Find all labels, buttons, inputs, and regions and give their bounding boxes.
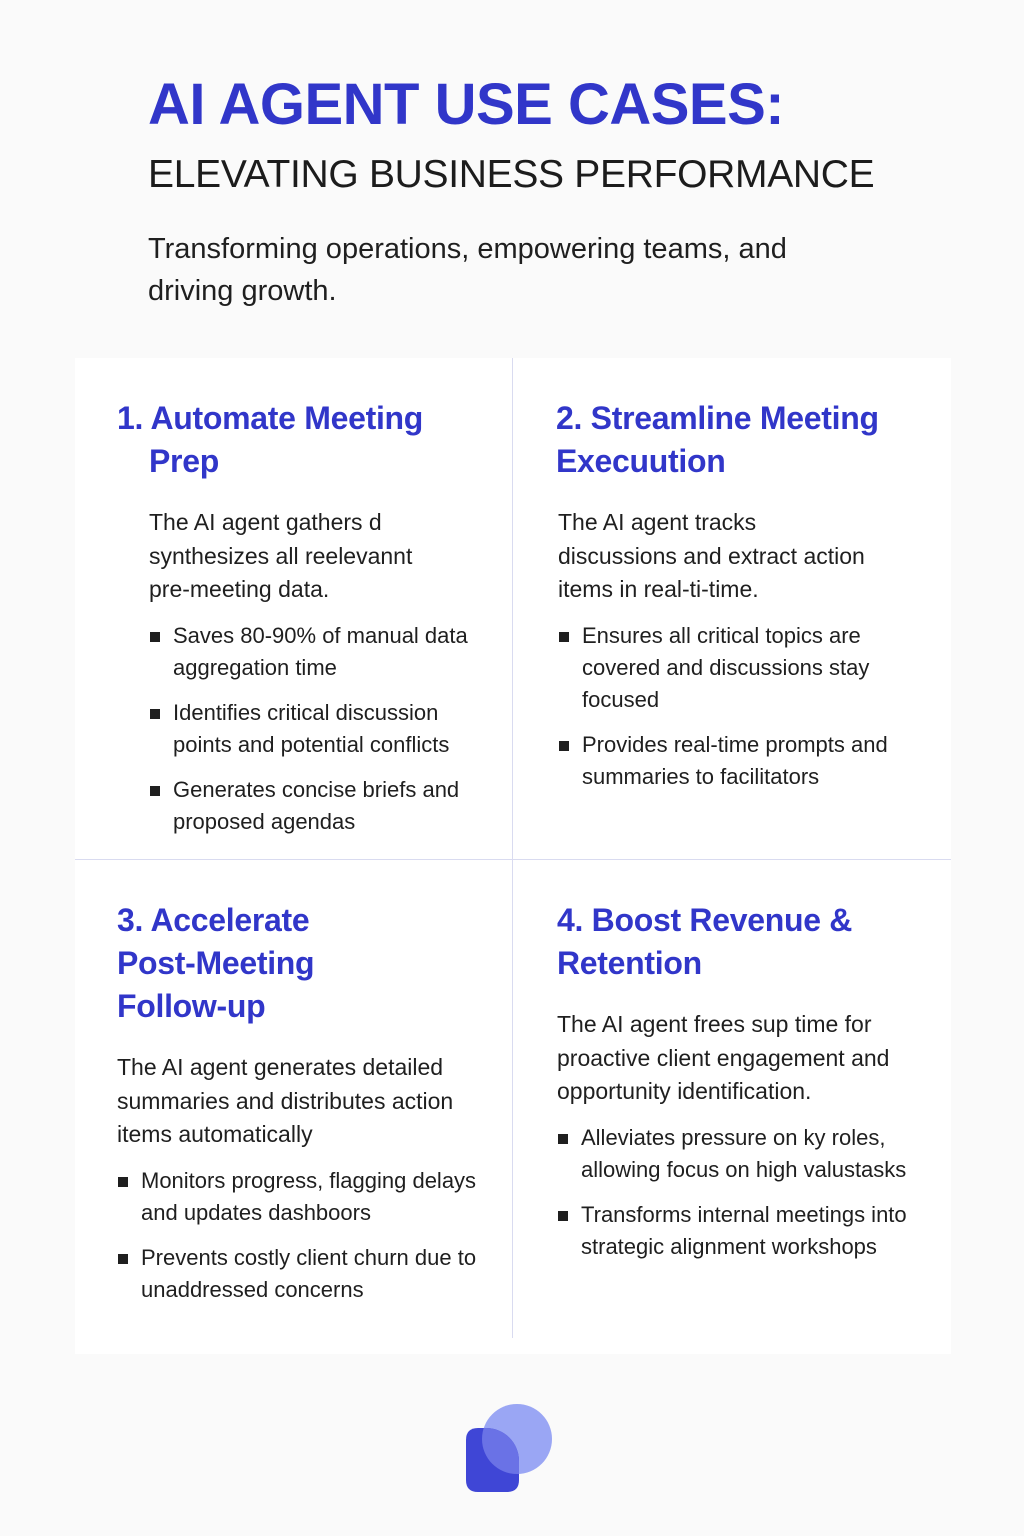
use-case-card-4 bbox=[557, 899, 937, 1263]
use-case-card-1 bbox=[117, 397, 497, 838]
use-case-grid bbox=[75, 358, 951, 1354]
horizontal-divider bbox=[75, 859, 951, 860]
card-bullet-list bbox=[557, 1122, 927, 1263]
square-bullet-icon bbox=[559, 632, 569, 642]
bullet-text: Generates concise briefs and proposed agendas bbox=[173, 776, 460, 834]
bullet-item bbox=[558, 729, 898, 793]
page-title: AI AGENT USE CASES: bbox=[148, 72, 785, 137]
square-bullet-icon bbox=[559, 741, 569, 751]
card-description: The AI agent generates detailed summaries and distributes action items automatically bbox=[117, 1054, 454, 1147]
card-bullet-list bbox=[149, 620, 499, 838]
card-description: The AI agent tracks discussions and extract action items in real-ti-time. bbox=[558, 509, 865, 602]
bullet-text: Ensures all critical topics are covered and discussions stay focused bbox=[582, 622, 870, 712]
bullet-text: Monitors progress, flagging delays and updates dashboors bbox=[141, 1167, 477, 1225]
bullet-item bbox=[557, 1122, 927, 1186]
card-title: 4. Boost Revenue & Retention bbox=[557, 902, 853, 981]
square-bullet-icon bbox=[150, 709, 160, 719]
square-bullet-icon bbox=[150, 786, 160, 796]
bullet-item bbox=[117, 1165, 477, 1229]
bullet-item bbox=[149, 697, 499, 761]
card-description: The AI agent frees sup time for proactive client engagement and opportunity identification. bbox=[557, 1011, 890, 1104]
vertical-divider bbox=[512, 358, 513, 1338]
card-title: 1. Automate Meeting Prep bbox=[117, 400, 424, 479]
square-bullet-icon bbox=[558, 1211, 568, 1221]
square-bullet-icon bbox=[558, 1134, 568, 1144]
overlapping-circles-logo-icon bbox=[462, 1402, 556, 1496]
card-title: 2. Streamline Meeting Execuution bbox=[556, 400, 879, 479]
bullet-text: Alleviates pressure on ky roles, allowing focus on high valustasks bbox=[581, 1124, 907, 1182]
square-bullet-icon bbox=[118, 1177, 128, 1187]
use-case-card-2 bbox=[556, 397, 936, 793]
bullet-item bbox=[149, 774, 499, 838]
bullet-text: Prevents costly client churn due to unaddressed concerns bbox=[141, 1244, 477, 1302]
square-bullet-icon bbox=[118, 1254, 128, 1264]
card-description: The AI agent gathers d synthesizes all reelevannt pre-meeting data. bbox=[149, 509, 413, 602]
bullet-text: Provides real-time prompts and summaries to facilitators bbox=[582, 731, 888, 789]
card-bullet-list bbox=[558, 620, 898, 793]
bullet-item bbox=[558, 620, 898, 716]
page-tagline: Transforming operations, empowering teams, and driving growth. bbox=[148, 233, 787, 307]
page-subtitle: ELEVATING BUSINESS PERFORMANCE bbox=[148, 153, 875, 196]
bullet-text: Identifies critical discussion points and potential conflicts bbox=[173, 699, 450, 757]
bullet-text: Saves 80-90% of manual data aggregation time bbox=[173, 622, 468, 680]
square-bullet-icon bbox=[150, 632, 160, 642]
card-bullet-list bbox=[117, 1165, 477, 1306]
bullet-item bbox=[557, 1199, 927, 1263]
card-title: 3. Accelerate Post-Meeting Follow-up bbox=[117, 902, 315, 1024]
use-case-card-3 bbox=[117, 899, 502, 1306]
bullet-item bbox=[117, 1242, 477, 1306]
header bbox=[148, 70, 968, 312]
bullet-item bbox=[149, 620, 499, 684]
bullet-text: Transforms internal meetings into strategic alignment workshops bbox=[581, 1201, 907, 1259]
